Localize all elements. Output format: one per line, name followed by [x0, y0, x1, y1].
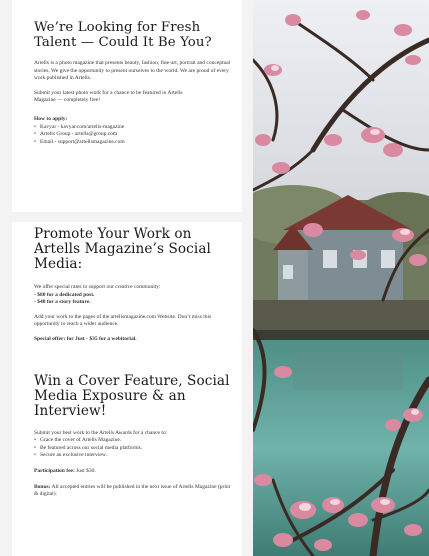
cover-item: • Be featured across our social media platforms. [34, 445, 232, 453]
social-offer: Special offer: for Just - $35 for a webitorial. [34, 335, 137, 342]
rate-dedicated-post: - $80 for a dedicated post. [34, 291, 95, 298]
cover-heading: Win a Cover Feature, Social Media Exposure & an Interview! [34, 372, 230, 419]
social-section [34, 227, 232, 344]
participation-fee [34, 468, 232, 476]
bonus-text: All accepted entries will be published in the next issue of Artells Magazine (print & digital). [34, 483, 231, 498]
social-intro: We offer special rates to support our creative community: [34, 284, 161, 290]
social-heading: Promote Your Work on Artells Magazine’s Social Media: [34, 226, 211, 272]
fee-value: Just $30. [76, 467, 96, 474]
cover-item: • Secure an exclusive interview. [34, 452, 232, 460]
apply-item-email: • Email - support@artellsmagazine.com [34, 139, 232, 147]
talent-intro: Artells is a photo magazine that presents beauty, fashion, fine-art, portrait and conceptual stories. We give the opportunity to present ourselves to the world. We are proud of every work published in Artells. [34, 60, 231, 82]
lower-card [12, 222, 242, 556]
apply-item-kavyar: • Kavyar - kavyar.com/artells-magazine [34, 124, 232, 132]
how-to-apply-label: How to apply: [34, 115, 68, 122]
talent-section [12, 0, 242, 212]
cover-list [34, 437, 232, 460]
bonus-note [34, 484, 232, 499]
rate-story-feature: - $40 for a story feature. [34, 299, 91, 306]
cover-intro: Submit your best work to the Artells Awards for a chance to: [34, 429, 168, 436]
cover-section [34, 374, 232, 499]
fee-label: Participation fee: [34, 467, 75, 474]
social-website: Add your work to the pages of the artellsmagazine.com Website. Don’t miss this opportunity to reach a wider audience. [34, 313, 212, 328]
apply-item-group: • Artells Group - artells@group.com [34, 131, 232, 139]
talent-submit: Submit your latest photo work for a chance to be featured in Artells Magazine — completely free! [34, 89, 183, 104]
magnolia-photo-illustration [253, 0, 429, 556]
magnolia-photo [253, 0, 429, 556]
bonus-label: Bonus: [34, 483, 51, 490]
cover-item: • Grace the cover of Artells Magazine. [34, 437, 232, 445]
talent-heading: We’re Looking for Fresh Talent — Could It Be You? [34, 20, 212, 50]
apply-list [34, 124, 232, 147]
